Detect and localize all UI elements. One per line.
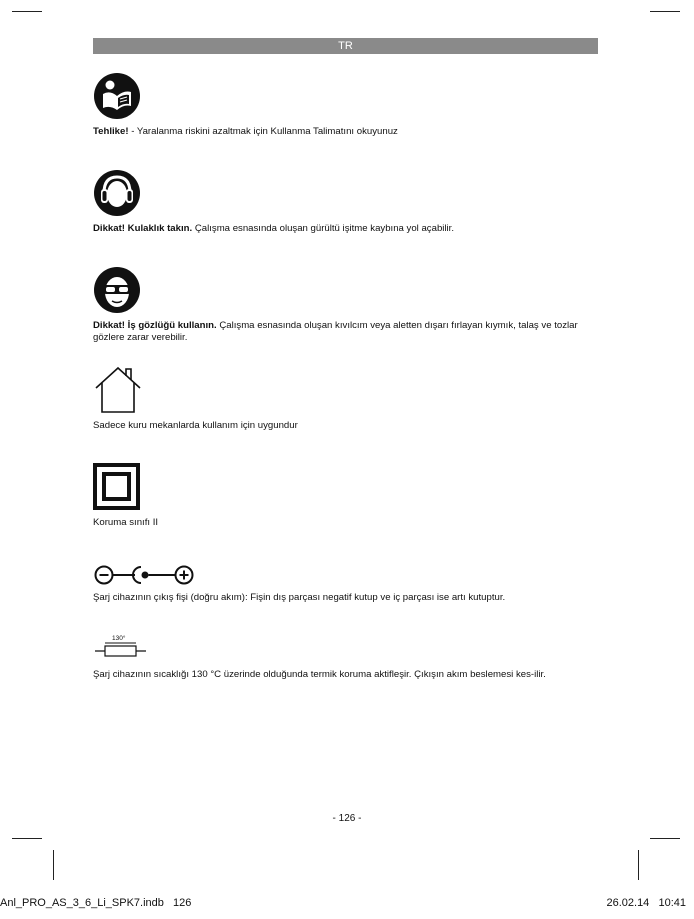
section-read-manual-text [93,126,603,138]
caution-ear-label: Dikkat! Kulaklık takın. [93,223,193,234]
warning-description: - Yaralanma riskini azaltmak için Kullanma Talimatını okuyunuz [128,126,398,137]
thermal-fuse-description: Şarj cihazının sıcaklığı 130 °C üzerinde olduğunda termik koruma aktifleşir. Çıkışın akım beslemesi kes-ilir. [93,669,546,680]
warning-label: Tehlike! [93,126,129,137]
language-code: TR [338,40,353,52]
crop-mark-vertical-right [638,850,639,880]
protection-class-description: Koruma sınıfı II [93,517,159,528]
section-indoor-use-text [93,420,603,432]
footer-file-name: Anl_PRO_AS_3_6_Li_SPK7.indb 126 [0,897,192,909]
crop-mark-bottom-left [12,838,42,839]
ear-protection-icon [93,169,141,222]
indoor-use-description: Sadece kuru mekanlarda kullanım için uygundur [93,420,298,431]
read-manual-icon [93,72,141,125]
thermal-fuse-temperature-label: 130° [112,635,126,642]
thermal-fuse-icon [93,635,148,659]
eye-protection-icon [93,266,141,319]
section-thermal-fuse-text [93,669,603,681]
caution-eye-description: Çalışma esnasında oluşan kıvılcım veya aletten dışarı fırlayan kıymık, talaş ve tozlar gözlere zarar verebilir. [93,320,578,343]
language-header-bar [93,38,598,54]
indoor-use-house-icon [93,364,143,419]
section-polarity-text [93,592,603,604]
crop-mark-top-right [650,11,680,12]
section-protection-class-text [93,517,603,529]
crop-mark-top-left [12,11,42,12]
section-ear-protection-text [93,223,603,235]
page-number: - 126 - [332,813,362,824]
polarity-icon [93,564,197,591]
caution-eye-label: Dikkat! İş gözlüğü kullanın. [93,320,217,331]
polarity-description: Şarj cihazının çıkış fişi (doğru akım): Fişin dış parçası negatif kutup ve iç parçası ise artı kutuptur. [93,592,506,603]
section-eye-protection-text [93,320,603,344]
protection-class-2-icon [93,463,140,515]
caution-ear-description: Çalışma esnasında oluşan gürültü işitme kaybına yol açabilir. [192,223,455,234]
footer-date-time: 26.02.14 10:41 [606,897,686,909]
crop-mark-vertical-left [53,850,54,880]
crop-mark-bottom-right [650,838,680,839]
